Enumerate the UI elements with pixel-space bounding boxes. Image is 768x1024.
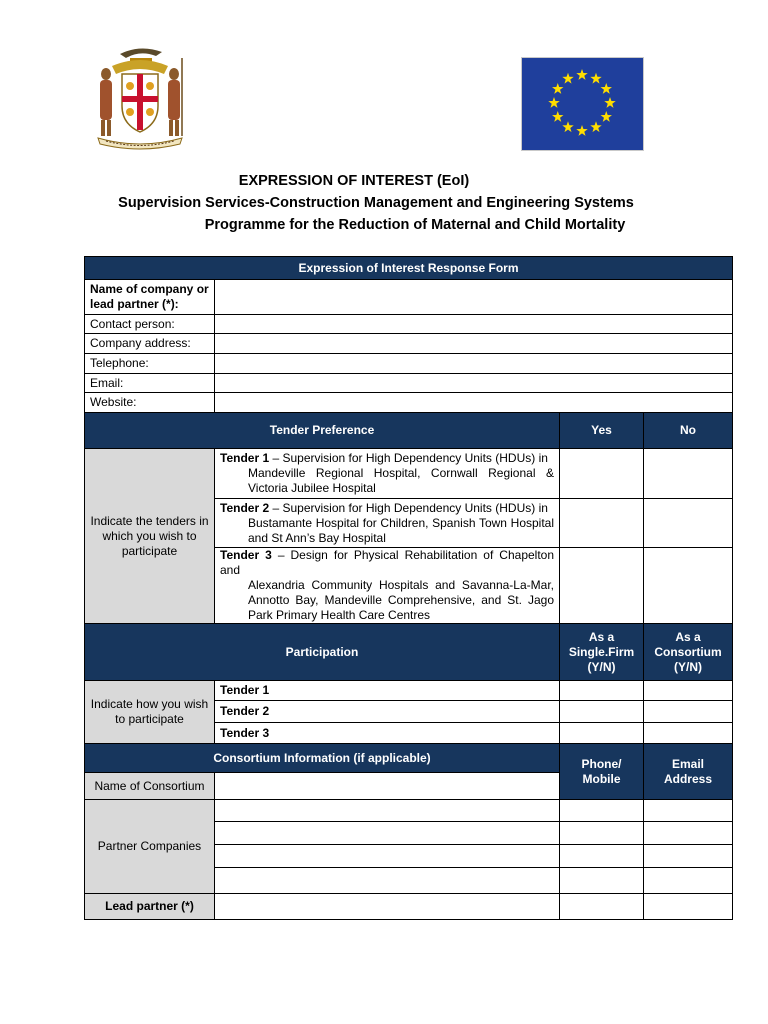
tender-2-description: Tender 2 – Supervision for High Dependency Units (HDUs) in Bustamante Hospital for Children, Spanish Town Hospital and St Ann’s Bay Hospital (215, 499, 560, 548)
jamaica-coat-of-arms-logo (90, 44, 190, 150)
eu-star-icon (552, 111, 563, 122)
company-input[interactable] (215, 280, 733, 315)
yes-header: Yes (560, 413, 644, 449)
phone-header: Phone/ Mobile (560, 744, 644, 800)
participation-1-consortium-cell[interactable] (644, 681, 733, 701)
tender-2-no-cell[interactable] (644, 499, 733, 548)
eu-star-icon (604, 97, 615, 108)
tender-3-description: Tender 3 – Design for Physical Rehabilitation of Chapelton and Alexandria Community Hospitals and Savanna-La-Mar, Annotto Bay, Mandeville Comprehensive, and St. Jago Park Primary Health Care Centres (215, 548, 560, 624)
single-firm-header: As a Single.Firm (Y/N) (560, 624, 644, 681)
partner-4-phone-cell[interactable] (560, 868, 644, 894)
eu-star-icon (552, 83, 563, 94)
tender-1-no-cell[interactable] (644, 449, 733, 499)
partner-4-input[interactable] (215, 868, 560, 894)
document-subtitle: Supervision Services-Construction Management and Engineering Systems (118, 195, 634, 211)
lead-partner-input[interactable] (215, 894, 560, 920)
partner-3-phone-cell[interactable] (560, 845, 644, 868)
participation-1-single-cell[interactable] (560, 681, 644, 701)
tender-1-name: Tender 1 (220, 451, 270, 465)
eu-star-icon (590, 121, 601, 132)
eu-star-icon (562, 73, 573, 84)
partner-3-input[interactable] (215, 845, 560, 868)
field-label-address: Company address: (85, 334, 215, 354)
participation-header: Participation (85, 624, 560, 681)
tender-3-yes-cell[interactable] (560, 548, 644, 624)
field-label-company: Name of company or lead partner (*): (85, 280, 215, 315)
no-header: No (644, 413, 733, 449)
participation-tender-1: Tender 1 (215, 681, 560, 701)
field-label-email: Email: (85, 374, 215, 393)
partner-1-phone-cell[interactable] (560, 800, 644, 822)
eu-star-icon (548, 97, 559, 108)
partner-4-email-cell[interactable] (644, 868, 733, 894)
partner-1-input[interactable] (215, 800, 560, 822)
eu-star-icon (576, 125, 587, 136)
tender-side-label: Indicate the tenders in which you wish to participate (85, 449, 215, 624)
field-label-contact: Contact person: (85, 315, 215, 334)
participation-tender-2: Tender 2 (215, 701, 560, 723)
tender-3-no-cell[interactable] (644, 548, 733, 624)
partner-companies-label: Partner Companies (85, 800, 215, 894)
tender-3-name: Tender 3 (220, 548, 272, 562)
field-label-website: Website: (85, 393, 215, 413)
contact-input[interactable] (215, 315, 733, 334)
participation-side-label: Indicate how you wish to participate (85, 681, 215, 744)
email-header: Email Address (644, 744, 733, 800)
field-label-telephone: Telephone: (85, 354, 215, 374)
document-titles (0, 170, 768, 236)
eu-star-icon (601, 83, 612, 94)
form-title: Expression of Interest Response Form (85, 257, 733, 280)
tender-preference-header: Tender Preference (85, 413, 560, 449)
participation-2-consortium-cell[interactable] (644, 701, 733, 723)
lead-partner-phone-cell[interactable] (560, 894, 644, 920)
eu-star-icon (576, 69, 587, 80)
consortium-header: As a Consortium (Y/N) (644, 624, 733, 681)
email-input[interactable] (215, 374, 733, 393)
participation-tender-3: Tender 3 (215, 723, 560, 744)
partner-2-phone-cell[interactable] (560, 822, 644, 845)
participation-3-single-cell[interactable] (560, 723, 644, 744)
address-input[interactable] (215, 334, 733, 354)
consortium-info-header: Consortium Information (if applicable) (85, 744, 560, 773)
consortium-name-label: Name of Consortium (85, 773, 215, 800)
lead-partner-email-cell[interactable] (644, 894, 733, 920)
response-form-table (84, 256, 733, 920)
eu-star-icon (590, 73, 601, 84)
eu-star-icon (562, 121, 573, 132)
eu-star-icon (601, 111, 612, 122)
consortium-name-input[interactable] (215, 773, 560, 800)
telephone-input[interactable] (215, 354, 733, 374)
website-input[interactable] (215, 393, 733, 413)
eu-flag-logo (521, 57, 644, 151)
tender-2-name: Tender 2 (220, 500, 270, 515)
partner-1-email-cell[interactable] (644, 800, 733, 822)
partner-3-email-cell[interactable] (644, 845, 733, 868)
partner-2-input[interactable] (215, 822, 560, 845)
document-title: EXPRESSION OF INTEREST (EoI) (238, 173, 470, 189)
participation-2-single-cell[interactable] (560, 701, 644, 723)
tender-2-yes-cell[interactable] (560, 499, 644, 548)
lead-partner-label: Lead partner (*) (85, 894, 215, 920)
participation-3-consortium-cell[interactable] (644, 723, 733, 744)
tender-1-yes-cell[interactable] (560, 449, 644, 499)
programme-title: Programme for the Reduction of Maternal and Child Mortality (204, 217, 626, 233)
partner-2-email-cell[interactable] (644, 822, 733, 845)
tender-1-description: Tender 1 – Supervision for High Dependency Units (HDUs) in Mandeville Regional Hospital, Cornwall Regional & Victoria Jubilee Hospital (215, 449, 560, 499)
